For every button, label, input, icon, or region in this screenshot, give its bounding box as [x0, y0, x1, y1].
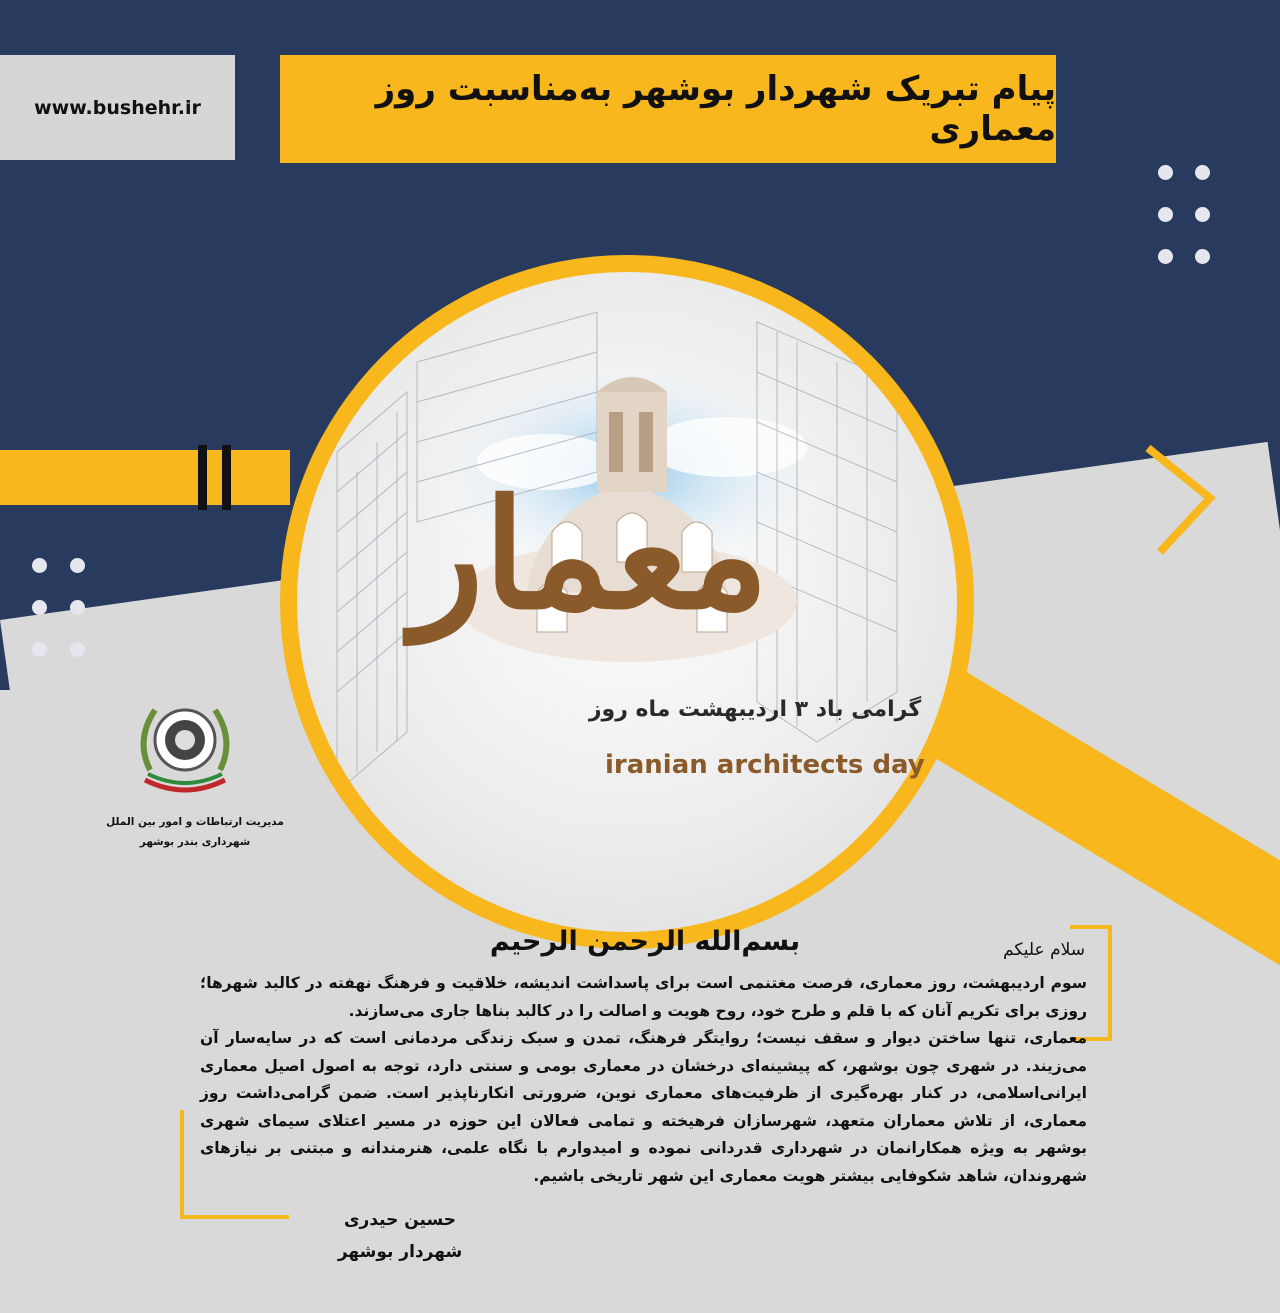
decor-dot	[70, 600, 85, 615]
decor-dot	[1158, 207, 1173, 222]
organization-name	[95, 812, 295, 852]
bar-stripe	[222, 445, 231, 510]
decor-dot	[1195, 249, 1210, 264]
signature-name: حسین حیدری	[343, 1210, 457, 1230]
persian-caption: گرامی باد ۳ اردیبهشت ماه روز	[588, 697, 922, 722]
title-banner	[280, 55, 1056, 163]
message-paragraph: سوم اردیبهشت، روز معماری، فرصت مغتنمی است برای پاسداشت اندیشه، خلاقیت و فرهنگ نهفته در کالبد شهرها؛ روزی برای تکریم آنان که با قلم و طرح خود، روح هویت و اصالت را در کالبد بناها جاری می‌سازند.	[200, 974, 1087, 1020]
decor-dot	[32, 600, 47, 615]
decor-dot	[32, 558, 47, 573]
chevron-right-icon	[1140, 440, 1220, 560]
message-paragraph: معماری، تنها ساختن دیوار و سقف نیست؛ روایتگر فرهنگ، تمدن و سبک زندگی مردمانی است که در سایه‌سار آن می‌زیند. در شهری چون بوشهر، که پیشینه‌ای درخشان در معماری بومی و سنتی دارد، توجه به اصول اصیل معماری ایرانی‌اسلامی، در کنار بهره‌گیری از ظرفیت‌های معماری نوین، ضرورتی انکارناپذیر است. ضمن گرامی‌داشت روز معماری، از تلاش معماران متعهد، شهرسازان فرهیخته و تمامی فعالان این حوزه در مسیر اعتلای سیمای شهری بوشهر به ویژه همکارانمان در شهرداری قدردانی نموده و امیدوارم با نگاه علمی، هنرمندانه و مبتنی بر نیازهای شهروندان، شاهد شکوفایی بیشتر هویت معماری این شهر تاریخی باشیم.	[200, 1029, 1087, 1185]
page-title: پیام تبریک شهردار بوشهر به‌مناسبت روز معماری	[375, 69, 1056, 149]
decor-dot	[32, 642, 47, 657]
decor-dot	[1158, 249, 1173, 264]
message-body	[200, 970, 1087, 1190]
organization-line-1: مدیریت ارتباطات و امور بین الملل	[106, 816, 284, 828]
calligraphy-word: معمار	[411, 467, 769, 643]
decor-dot	[1195, 207, 1210, 222]
municipality-emblem-icon	[130, 700, 240, 800]
website-label[interactable]: www.bushehr.ir	[0, 55, 235, 160]
magnifier-left-bar	[0, 450, 290, 505]
bismillah-heading: بسم‌الله الرحمن الرحیم	[489, 926, 801, 957]
decor-dot	[70, 558, 85, 573]
decor-dot	[1195, 165, 1210, 180]
organization-line-2: شهرداری بندر بوشهر	[139, 836, 251, 848]
greeting: سلام علیکم	[1003, 940, 1085, 960]
decor-dot	[1158, 165, 1173, 180]
signature-role: شهردار بوشهر	[337, 1242, 463, 1262]
english-caption: iranian architects day	[605, 750, 925, 780]
decor-dot	[70, 642, 85, 657]
bar-stripe	[198, 445, 207, 510]
